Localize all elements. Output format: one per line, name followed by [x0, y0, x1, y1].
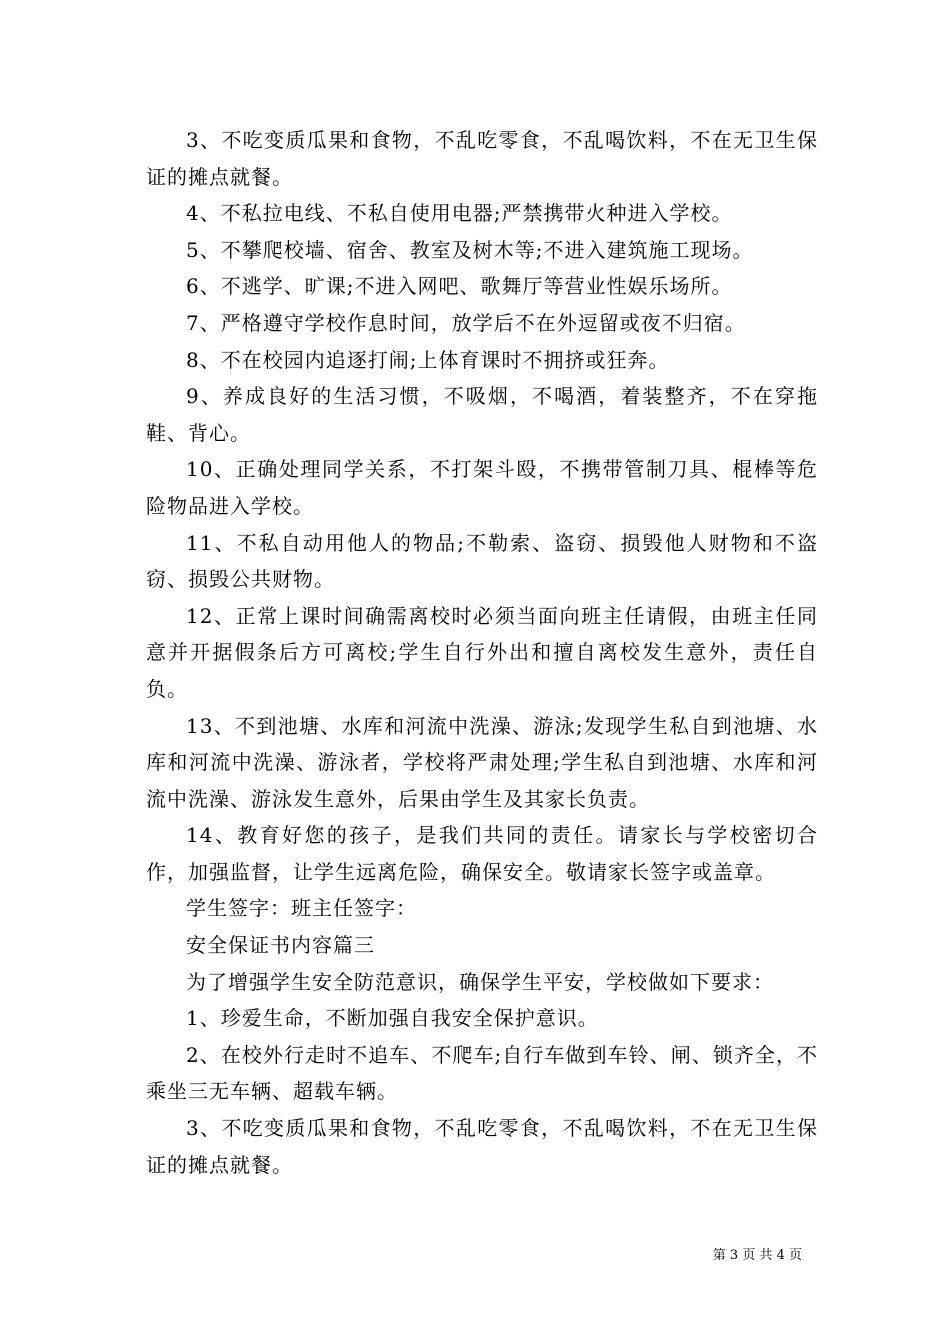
paragraph: 1、珍爱生命，不断加强自我安全保护意识。: [186, 1006, 599, 1031]
paragraph: 6、不逃学、旷课;不进入网吧、歌舞厅等营业性娱乐场所。: [186, 274, 733, 299]
paragraph: 为了增强学生安全防范意识，确保学生平安，学校做如下要求：: [186, 969, 774, 994]
paragraph: 14、教育好您的孩子，是我们共同的责任。请家长与学校密切合作，加强监督，让学生远离危险，确保安全。敬请家长签字或盖章。: [146, 823, 818, 884]
paragraph: 7、严格遵守学校作息时间，放学后不在外逗留或夜不归宿。: [186, 310, 746, 335]
paragraph: 3、不吃变质瓜果和食物，不乱吃零食，不乱喝饮料，不在无卫生保证的摊点就餐。: [146, 1116, 818, 1177]
paragraph: 12、正常上课时间确需离校时必须当面向班主任请假，由班主任同意并开据假条后方可离校;学生自行外出和擅自离校发生意外，责任自负。: [146, 603, 818, 701]
paragraph: 9、养成良好的生活习惯，不吸烟，不喝酒，着装整齐，不在穿拖鞋、背心。: [146, 384, 818, 445]
paragraph: 4、不私拉电线、不私自使用电器;严禁携带火种进入学校。: [186, 201, 733, 226]
paragraph: 10、正确处理同学关系，不打架斗殴，不携带管制刀具、棍棒等危险物品进入学校。: [146, 457, 818, 518]
paragraph: 8、不在校园内追逐打闹;上体育课时不拥挤或狂奔。: [186, 347, 670, 372]
section-heading: 安全保证书内容篇三: [186, 933, 375, 958]
signature-line: 学生签字：班主任签字：: [186, 896, 417, 921]
paragraph: 5、不攀爬校墙、宿舍、教室及树木等;不进入建筑施工现场。: [186, 237, 754, 262]
paragraph: 2、在校外行走时不追车、不爬车;自行车做到车铃、闸、锁齐全，不乘坐三无车辆、超载车辆。: [146, 1042, 818, 1104]
paragraph: 11、不私自动用他人的物品;不勒索、盗窃、损毁他人财物和不盗窃、损毁公共财物。: [146, 530, 818, 592]
paragraph: 3、不吃变质瓜果和食物，不乱吃零食，不乱喝饮料，不在无卫生保证的摊点就餐。: [146, 128, 818, 189]
paragraph: 13、不到池塘、水库和河流中洗澡、游泳;发现学生私自到池塘、水库和河流中洗澡、游泳者，学校将严肃处理;学生私自到池塘、水库和河流中洗澡、游泳发生意外，后果由学生及其家长负责。: [146, 713, 818, 811]
document-body: [146, 122, 818, 1183]
page-number: 第 3 页 共 4 页: [712, 1248, 802, 1263]
